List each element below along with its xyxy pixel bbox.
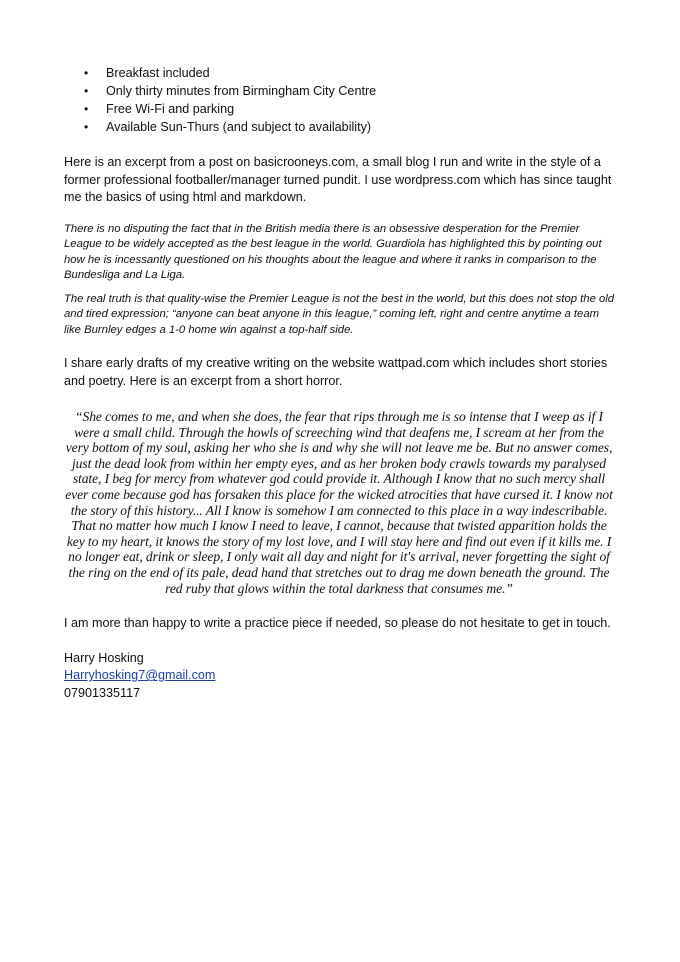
blog-excerpt-paragraph: There is no disputing the fact that in the British media there is an obsessive desperation for the Premier League to be widely accepted as the best league in the world. Guardiola has highlighted this by pointing out how he is incessantly questioned on his thoughts about the league and where it ranks in comparison to the Bundesliga and La Liga.: [64, 222, 602, 281]
bullet-item: • Only thirty minutes from Birmingham City Centre: [106, 82, 618, 100]
bullet-item: • Free Wi-Fi and parking: [106, 100, 618, 118]
story-excerpt: “She comes to me, and when she does, the fear that rips through me is so intense that I weep as if I were a small child. Through the howls of screeching wind that deafens me, I scream at her from the very bottom of my soul, asking her who she is and why she will not leave me be. But no answer comes, just the dead look from within her empty eyes, and as her broken body crawls towards my paralysed state, I beg for mercy from whatever god could provide it. Although I know that no such mercy shall ever come because god has forsaken this place for the wicked atrocities that have cursed it. I know not the story of this history... All I know is somehow I am connected to this place in a way indescribable. That no matter how much I know I need to leave, I cannot, because that twisted apparition holds the key to my heart, it knows the story of my lost love, and I will stay here and find out even if it kills me. I no longer eat, drink or sleep, I only wait all day and night for it's arrival, never forgetting the sight of the ring on the end of its pale, dead hand that stretches out to drag me down beneath the ground. The red ruby that glows within the total darkness that consumes me.”: [65, 409, 613, 596]
wattpad-intro-paragraph: I share early drafts of my creative writing on the website wattpad.com which includes short stories and poetry. Here is an excerpt from a short horror.: [64, 356, 608, 388]
bullet-item: • Available Sun-Thurs (and subject to availability): [106, 118, 618, 136]
blog-intro-paragraph: Here is an excerpt from a post on basicrooneys.com, a small blog I run and write in the style of a former professional footballer/manager turned pundit. I use wordpress.com which has since taught me the basics of using html and markdown.: [64, 155, 612, 204]
signature-block: [64, 650, 618, 703]
signature-name: Harry Hosking: [64, 650, 144, 665]
phone-number: 07901335117: [64, 685, 141, 700]
bullet-item: • Breakfast included: [106, 64, 618, 82]
feature-bullet-list: [64, 64, 618, 136]
closing-paragraph: I am more than happy to write a practice piece if needed, so please do not hesitate to get in touch.: [64, 616, 611, 631]
blog-excerpt-paragraph: The real truth is that quality-wise the Premier League is not the best in the world, but this does not stop the old and tired expression; “anyone can beat anyone in this league,” coming left, right and centre anytime a team like Burnley edges a 1-0 home win against a top-half side.: [64, 292, 615, 336]
email-link[interactable]: Harryhosking7@gmail.com: [64, 668, 216, 683]
